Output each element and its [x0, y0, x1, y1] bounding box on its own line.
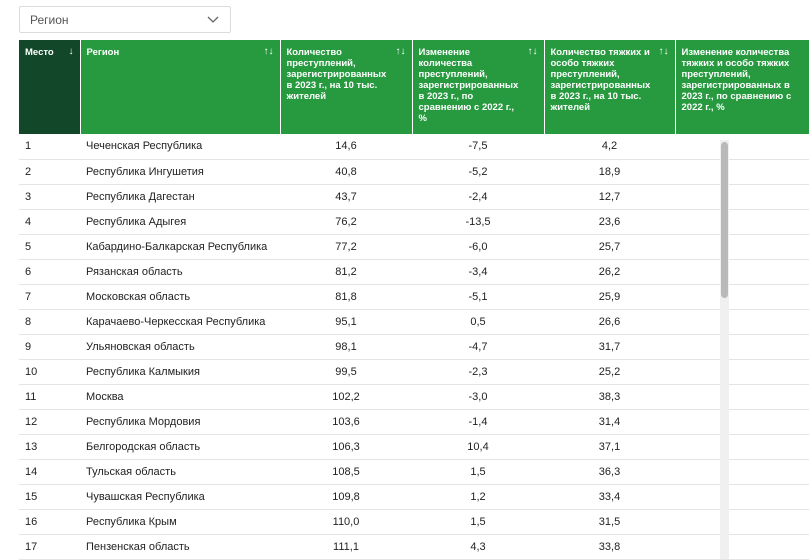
table-row [19, 409, 809, 434]
region-filter-dropdown[interactable] [19, 6, 231, 33]
grave-crimes-change-cell [675, 459, 809, 484]
region-filter-label: Регион [30, 12, 69, 27]
scrollbar-thumb[interactable] [721, 142, 728, 298]
place-cell: 9 [19, 334, 80, 359]
column-header-6[interactable] [675, 40, 809, 134]
place-cell: 8 [19, 309, 80, 334]
table-row [19, 284, 809, 309]
grave-crimes-change-cell [675, 234, 809, 259]
crimes-change-cell: 1,5 [412, 459, 544, 484]
grave-crimes-change-cell [675, 159, 809, 184]
grave-crimes-per-10k-cell: 25,7 [544, 234, 675, 259]
table-row [19, 259, 809, 284]
column-header-5[interactable] [544, 40, 675, 134]
crimes-change-cell: 1,2 [412, 484, 544, 509]
column-header-3[interactable] [280, 40, 412, 134]
place-cell: 13 [19, 434, 80, 459]
place-cell: 10 [19, 359, 80, 384]
region-cell: Республика Калмыкия [80, 359, 280, 384]
place-cell: 15 [19, 484, 80, 509]
region-cell: Рязанская область [80, 259, 280, 284]
grave-crimes-per-10k-cell: 12,7 [544, 184, 675, 209]
table-row [19, 234, 809, 259]
grave-crimes-change-cell [675, 184, 809, 209]
column-header-label: Место [25, 47, 54, 58]
chevron-down-icon [206, 13, 220, 27]
grave-crimes-per-10k-cell: 25,9 [544, 284, 675, 309]
crimes-change-cell: 1,5 [412, 509, 544, 534]
column-header-1[interactable] [19, 40, 80, 134]
place-cell: 6 [19, 259, 80, 284]
grave-crimes-change-cell [675, 209, 809, 234]
sort-icon[interactable]: ↓ [68, 46, 74, 57]
grave-crimes-change-cell [675, 309, 809, 334]
sort-icon[interactable]: ↑↓ [658, 46, 669, 57]
crimes-change-cell: 0,5 [412, 309, 544, 334]
grave-crimes-per-10k-cell: 33,4 [544, 484, 675, 509]
sort-icon[interactable]: ↑↓ [395, 46, 406, 57]
region-cell: Республика Ингушетия [80, 159, 280, 184]
table-row [19, 384, 809, 409]
table-row [19, 184, 809, 209]
vertical-scrollbar[interactable] [720, 140, 729, 559]
crimes-change-cell: -6,0 [412, 234, 544, 259]
grave-crimes-change-cell [675, 359, 809, 384]
crimes-per-10k-cell: 106,3 [280, 434, 412, 459]
crimes-per-10k-cell: 81,2 [280, 259, 412, 284]
crimes-change-cell: -3,4 [412, 259, 544, 284]
region-cell: Республика Дагестан [80, 184, 280, 209]
crimes-per-10k-cell: 110,0 [280, 509, 412, 534]
crimes-change-cell: 4,3 [412, 534, 544, 559]
region-cell: Чувашская Республика [80, 484, 280, 509]
table-row [19, 359, 809, 384]
place-cell: 17 [19, 534, 80, 559]
column-header-label: Регион [86, 47, 120, 58]
grave-crimes-per-10k-cell: 37,1 [544, 434, 675, 459]
grave-crimes-per-10k-cell: 4,2 [544, 134, 675, 159]
ranking-table-container [19, 40, 792, 559]
column-header-label: Изменение количества тяжких и особо тяжких преступлений, зарегистрированных в 2023 г., по сравнению с 2022 г., % [681, 47, 792, 113]
column-header-label: Количество тяжких и особо тяжких преступлений, зарегистрированных в 2023 г., на 10 тыс. жителей [550, 47, 651, 113]
crimes-per-10k-cell: 111,1 [280, 534, 412, 559]
grave-crimes-change-cell [675, 134, 809, 159]
grave-crimes-per-10k-cell: 26,6 [544, 309, 675, 334]
grave-crimes-per-10k-cell: 36,3 [544, 459, 675, 484]
region-cell: Тульская область [80, 459, 280, 484]
crimes-per-10k-cell: 14,6 [280, 134, 412, 159]
place-cell: 5 [19, 234, 80, 259]
grave-crimes-per-10k-cell: 25,2 [544, 359, 675, 384]
grave-crimes-per-10k-cell: 33,8 [544, 534, 675, 559]
place-cell: 4 [19, 209, 80, 234]
region-cell: Чеченская Республика [80, 134, 280, 159]
crimes-per-10k-cell: 40,8 [280, 159, 412, 184]
table-header-row [19, 40, 809, 134]
region-cell: Республика Крым [80, 509, 280, 534]
grave-crimes-per-10k-cell: 18,9 [544, 159, 675, 184]
crimes-per-10k-cell: 99,5 [280, 359, 412, 384]
grave-crimes-change-cell [675, 509, 809, 534]
table-row [19, 509, 809, 534]
place-cell: 2 [19, 159, 80, 184]
column-header-4[interactable] [412, 40, 544, 134]
place-cell: 11 [19, 384, 80, 409]
column-header-label: Количество преступлений, зарегистрированных в 2023 г., на 10 тыс. жителей [286, 47, 387, 102]
region-cell: Ульяновская область [80, 334, 280, 359]
sort-icon[interactable]: ↑↓ [527, 46, 538, 57]
crimes-per-10k-cell: 102,2 [280, 384, 412, 409]
grave-crimes-per-10k-cell: 31,5 [544, 509, 675, 534]
table-body [19, 134, 809, 559]
region-cell: Белгородская область [80, 434, 280, 459]
grave-crimes-per-10k-cell: 23,6 [544, 209, 675, 234]
region-cell: Москва [80, 384, 280, 409]
place-cell: 3 [19, 184, 80, 209]
region-cell: Пензенская область [80, 534, 280, 559]
table-row [19, 134, 809, 159]
crimes-change-cell: -7,5 [412, 134, 544, 159]
column-header-label: Изменение количества преступлений, зарегистрированных в 2023 г., по сравнению с 2022 г., % [418, 47, 519, 124]
region-cell: Республика Адыгея [80, 209, 280, 234]
crimes-per-10k-cell: 43,7 [280, 184, 412, 209]
grave-crimes-change-cell [675, 384, 809, 409]
table-row [19, 309, 809, 334]
crimes-change-cell: -5,2 [412, 159, 544, 184]
crimes-change-cell: -13,5 [412, 209, 544, 234]
table-row [19, 434, 809, 459]
crimes-per-10k-cell: 81,8 [280, 284, 412, 309]
grave-crimes-change-cell [675, 334, 809, 359]
crimes-per-10k-cell: 103,6 [280, 409, 412, 434]
grave-crimes-per-10k-cell: 31,7 [544, 334, 675, 359]
grave-crimes-change-cell [675, 409, 809, 434]
region-cell: Карачаево-Черкесская Республика [80, 309, 280, 334]
grave-crimes-change-cell [675, 434, 809, 459]
crimes-per-10k-cell: 98,1 [280, 334, 412, 359]
table-row [19, 484, 809, 509]
grave-crimes-per-10k-cell: 26,2 [544, 259, 675, 284]
region-cell: Кабардино-Балкарская Республика [80, 234, 280, 259]
ranking-table [19, 40, 810, 560]
crimes-change-cell: 10,4 [412, 434, 544, 459]
sort-icon[interactable]: ↑↓ [263, 46, 274, 57]
table-row [19, 459, 809, 484]
grave-crimes-per-10k-cell: 31,4 [544, 409, 675, 434]
table-row [19, 334, 809, 359]
crimes-per-10k-cell: 77,2 [280, 234, 412, 259]
table-row [19, 534, 809, 559]
grave-crimes-change-cell [675, 259, 809, 284]
crimes-change-cell: -3,0 [412, 384, 544, 409]
place-cell: 12 [19, 409, 80, 434]
crimes-change-cell: -2,4 [412, 184, 544, 209]
crimes-change-cell: -1,4 [412, 409, 544, 434]
crimes-per-10k-cell: 108,5 [280, 459, 412, 484]
place-cell: 16 [19, 509, 80, 534]
crimes-per-10k-cell: 95,1 [280, 309, 412, 334]
region-cell: Республика Мордовия [80, 409, 280, 434]
place-cell: 1 [19, 134, 80, 159]
grave-crimes-change-cell [675, 284, 809, 309]
grave-crimes-change-cell [675, 534, 809, 559]
place-cell: 14 [19, 459, 80, 484]
crimes-per-10k-cell: 76,2 [280, 209, 412, 234]
region-cell: Московская область [80, 284, 280, 309]
grave-crimes-per-10k-cell: 38,3 [544, 384, 675, 409]
table-row [19, 159, 809, 184]
crimes-per-10k-cell: 109,8 [280, 484, 412, 509]
crimes-change-cell: -2,3 [412, 359, 544, 384]
table-row [19, 209, 809, 234]
crimes-change-cell: -4,7 [412, 334, 544, 359]
column-header-2[interactable] [80, 40, 280, 134]
crimes-change-cell: -5,1 [412, 284, 544, 309]
place-cell: 7 [19, 284, 80, 309]
grave-crimes-change-cell [675, 484, 809, 509]
